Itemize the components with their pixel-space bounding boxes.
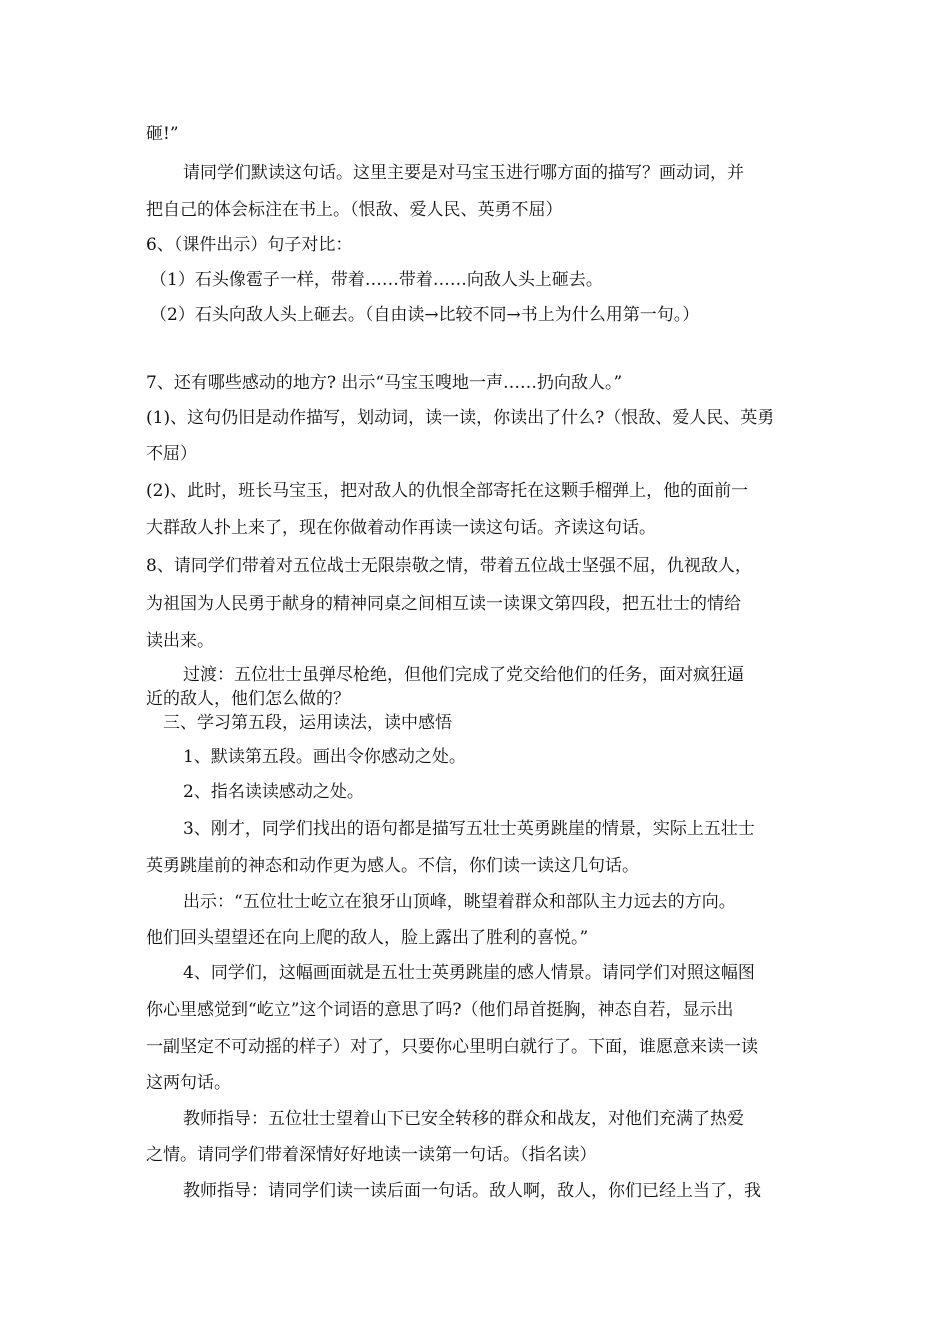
text-line: 3、刚才，同学们找出的语句都是描写五壮士英勇跳崖的情景，实际上五壮士 (183, 819, 755, 839)
text-line: 8、请同学们带着对五位战士无限崇敬之情，带着五位战士坚强不屈，仇视敌人， (146, 556, 752, 576)
text-line: 读出来。 (146, 631, 214, 651)
text-line: 4、同学们，这幅画面就是五壮士英勇跳崖的感人情景。请同学们对照这幅图 (183, 963, 755, 983)
text-line: 教师指导：五位壮士望着山下已安全转移的群众和战友，对他们充满了热爱 (183, 1109, 744, 1129)
text-line: 这两句话。 (146, 1073, 231, 1093)
text-line: 他们回头望望还在向上爬的敌人，脸上露出了胜利的喜悦。” (146, 928, 589, 948)
text-line: 英勇跳崖前的神态和动作更为感人。不信，你们读一读这几句话。 (146, 856, 639, 876)
text-line: 出示：“五位壮士屹立在狼牙山顶峰，眺望着群众和部队主力远去的方向。 (183, 892, 736, 912)
text-line: 6、（课件出示）句子对比： (146, 235, 353, 255)
section-heading: 三、学习第五段，运用读法，读中感悟 (163, 713, 452, 733)
text-line: 把自己的体会标注在书上。（恨敌、爱人民、英勇不屈） (146, 200, 563, 220)
text-line: 过渡：五位壮士虽弹尽枪绝，但他们完成了党交给他们的任务，面对疯狂逼 (183, 665, 744, 685)
text-line: 教师指导：请同学们读一读后面一句话。敌人啊，敌人，你们已经上当了，我 (183, 1181, 761, 1201)
text-line: （1）石头像雹子一样，带着……带着……向敌人头上砸去。 (150, 270, 603, 290)
text-line: (1)、这句仍旧是动作描写，划动词，读一读，你读出了什么?（恨敌、爱人民、英勇 (146, 408, 775, 428)
text-line: 请同学们默读这句话。这里主要是对马宝玉进行哪方面的描写？画动词，并 (183, 163, 744, 183)
text-line: 你心里感觉到“屹立”这个词语的意思了吗?（他们昂首挺胸，神态自若，显示出 (146, 1000, 734, 1020)
text-line: 近的敌人，他们怎么做的？ (146, 689, 350, 709)
text-line: （2）石头向敌人头上砸去。（自由读→比较不同→书上为什么用第一句。） (150, 305, 700, 325)
text-line: 2、指名读读感动之处。 (183, 782, 364, 802)
text-line: 之情。请同学们带着深情好好地读一读第一句话。（指名读） (146, 1145, 597, 1165)
text-line: 一副坚定不可动摇的样子）对了，只要你心里明白就行了。下面，谁愿意来读一读 (146, 1037, 758, 1057)
text-line: 不屈） (146, 444, 197, 464)
text-line: 1、默读第五段。画出令你感动之处。 (183, 747, 466, 767)
text-line: 大群敌人扑上来了，现在你做着动作再读一读这句话。齐读这句话。 (146, 518, 656, 538)
text-line: (2)、此时，班长马宝玉，把对敌人的仇恨全部寄托在这颗手榴弹上，他的面前一 (146, 481, 749, 501)
text-line: 7、还有哪些感动的地方? 出示“马宝玉嗖地一声……扔向敌人。” (146, 373, 623, 393)
text-line: 为祖国为人民勇于献身的精神同桌之间相互读一读课文第四段，把五壮士的情给 (146, 594, 741, 614)
text-line: 砸!” (146, 124, 179, 144)
